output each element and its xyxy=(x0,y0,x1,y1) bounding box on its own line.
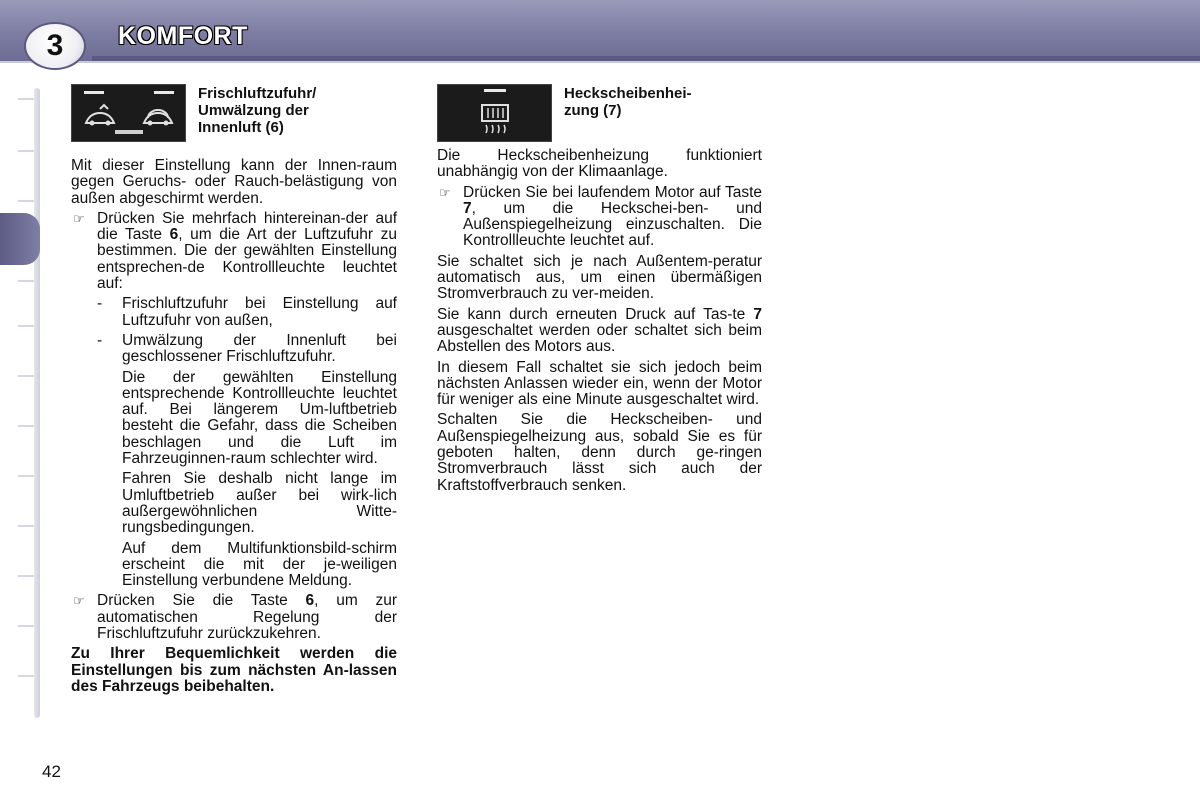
chapter-title: KOMFORT xyxy=(118,22,248,50)
paragraph: Die Heckscheibenheizung funktioniert unabhängig von der Klimaanlage. xyxy=(437,147,762,181)
rear-window-defrost-button-icon xyxy=(437,84,552,142)
instruction-bullet: ☞ Drücken Sie die Taste 6, um zur automatischen Regelung der Frischluftzufuhr zurückzukehren. xyxy=(73,592,398,643)
paragraph: Sie kann durch erneuten Druck auf Tas-te 7 ausgeschaltet werden oder schaltet sich beim Abstellen des Motors aus. xyxy=(437,305,762,356)
feature-header-air xyxy=(71,84,397,142)
page-number: 42 xyxy=(42,762,61,781)
list-item: - Umwälzung der Innenluft bei geschlossener Frischluftzufuhr. xyxy=(97,331,397,366)
header-rule-light xyxy=(0,61,1200,63)
dash-marker: - xyxy=(97,295,103,313)
paragraph: Mit dieser Einstellung kann der Innen-raum gegen Geruchs- oder Rauch-belästigung von außen abgeschirmt werden. xyxy=(71,157,397,207)
instruction-bullet: ☞ Drücken Sie bei laufendem Motor auf Taste 7, um die Heckschei-ben- und Außenspiegelheizung einzuschalten. Die Kontrollleuchte leuchtet auf. xyxy=(439,183,762,250)
chapter-badge xyxy=(24,22,86,70)
dash-marker: - xyxy=(97,331,103,349)
right-column xyxy=(437,84,762,498)
paragraph: In diesem Fall schaltet sie sich jedoch beim nächsten Anlassen wieder ein, wenn der Motor für weniger als eine Minute ausgeschaltet wird. xyxy=(437,358,762,409)
bold-note: Zu Ihrer Bequemlichkeit werden die Einstellungen bis zum nächsten An-lassen des Fahrzeugs beibehalten. xyxy=(71,645,397,695)
chapter-number: 3 xyxy=(46,29,64,62)
left-column xyxy=(71,84,397,699)
indented-paragraph: Die der gewählten Einstellung entsprechende Kontrollleuchte leuchtet auf. Bei längerem Um-luftbetrieb besteht die Gefahr, dass die Scheiben beschlagen und die Luft im Fahrzeuginnen-raum schlechter wird. xyxy=(122,368,397,468)
hand-pointer-icon: ☞ xyxy=(439,184,451,200)
indented-paragraph: Auf dem Multifunktionsbild-schirm erscheint die mit der je-weiligen Einstellung verbundene Meldung. xyxy=(122,539,397,590)
indented-paragraph: Fahren Sie deshalb nicht lange im Umluftbetrieb außer bei wirk-lich außergewöhnlichen Witte-rungsbedingungen. xyxy=(122,470,397,537)
feature-title-air: Frischluftzufuhr/ Umwälzung der Innenluft (6) xyxy=(198,85,317,136)
air-recirculation-button-icon xyxy=(71,84,186,142)
list-item: - Frischluftzufuhr bei Einstellung auf Luftzufuhr von außen, xyxy=(97,295,397,329)
feature-title-defrost: Heckscheibenhei- zung (7) xyxy=(564,85,692,119)
paragraph: Sie schaltet sich je nach Außentem-peratur automatisch aus, um einen übermäßigen Stromverbrauch zu ver-meiden. xyxy=(437,252,762,303)
hand-pointer-icon: ☞ xyxy=(73,210,85,226)
feature-header-defrost xyxy=(437,84,762,142)
hand-pointer-icon: ☞ xyxy=(73,593,85,609)
instruction-bullet: ☞ Drücken Sie mehrfach hintereinan-der auf die Taste 6, um die Art der Luftzufuhr zu bestimmen. Die der gewählten Einstellung entsprechen-de Kontrollleuchte leuchtet auf: xyxy=(73,209,397,293)
paragraph: Schalten Sie die Heckscheiben- und Außenspiegelheizung aus, sobald Sie es für geboten halten, denn durch ge-ringen Stromverbrauch lässt sich auch der Kraftstoffverbrauch senken. xyxy=(437,411,762,494)
side-tab-active-chapter[interactable] xyxy=(0,213,40,265)
side-tab-rail xyxy=(34,88,40,718)
